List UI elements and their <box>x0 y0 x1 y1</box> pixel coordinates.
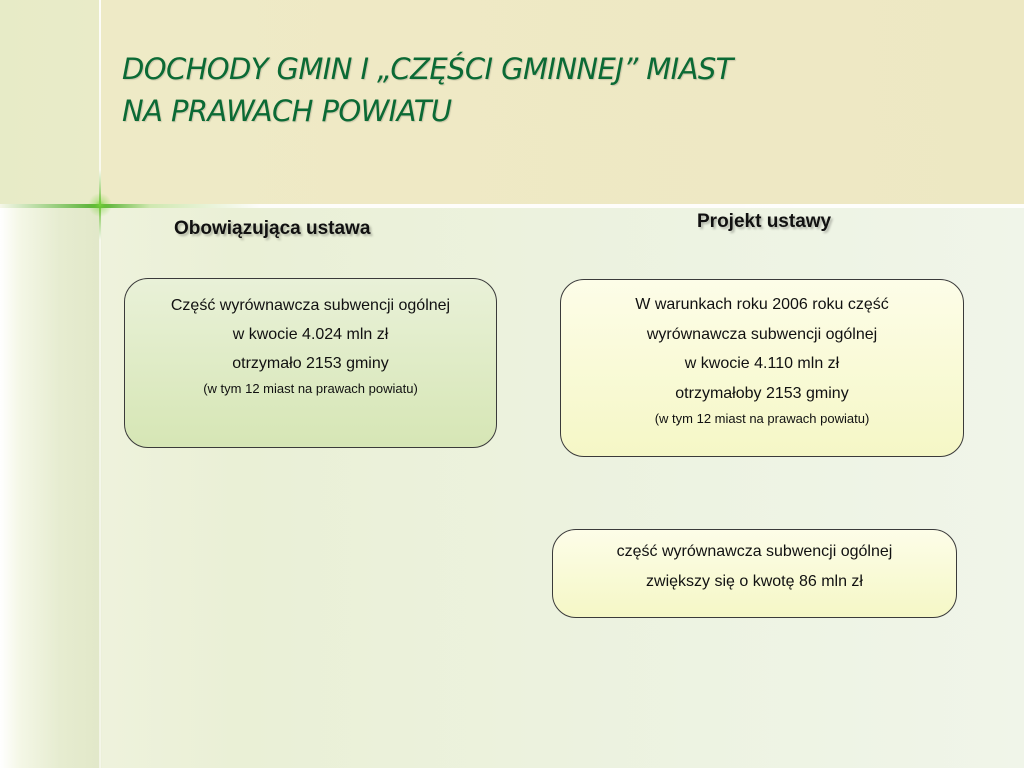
current-law-box <box>124 278 497 448</box>
slide-title-line2: NA PRAWACH POWIATU <box>122 94 452 128</box>
increase-summary-line1: część wyrównawcza subwencji ogólnej <box>616 543 893 560</box>
slide-title <box>122 48 1002 132</box>
left-column-heading: Obowiązująca ustawa <box>174 218 371 239</box>
current-law-line3: otrzymało 2153 gminy <box>232 355 389 372</box>
draft-law-line2: wyrównawcza subwencji ogólnej <box>646 325 878 343</box>
draft-law-line1: W warunkach roku 2006 roku część <box>635 296 889 313</box>
increase-summary-box <box>552 529 957 618</box>
decorative-horizontal-line <box>0 204 1024 208</box>
draft-law-box <box>560 279 964 457</box>
current-law-line1: Część wyrównawcza subwencji ogólnej <box>170 297 451 314</box>
current-law-line2: w kwocie 4.024 mln zł <box>232 326 389 343</box>
increase-summary-line2: zwiększy się o kwotę 86 mln zł <box>646 572 863 590</box>
decorative-cross-glow <box>88 193 112 217</box>
decorative-vertical-line <box>99 0 101 768</box>
right-column-heading: Projekt ustawy <box>697 211 832 232</box>
slide-title-line1: DOCHODY GMIN I „CZĘŚCI GMINNEJ” MIAST <box>122 52 733 86</box>
draft-law-line4: otrzymałoby 2153 gminy <box>675 384 849 402</box>
draft-law-line3: w kwocie 4.110 mln zł <box>684 355 840 372</box>
draft-law-note: (w tym 12 miast na prawach powiatu) <box>654 411 870 426</box>
current-law-note: (w tym 12 miast na prawach powiatu) <box>203 381 418 396</box>
